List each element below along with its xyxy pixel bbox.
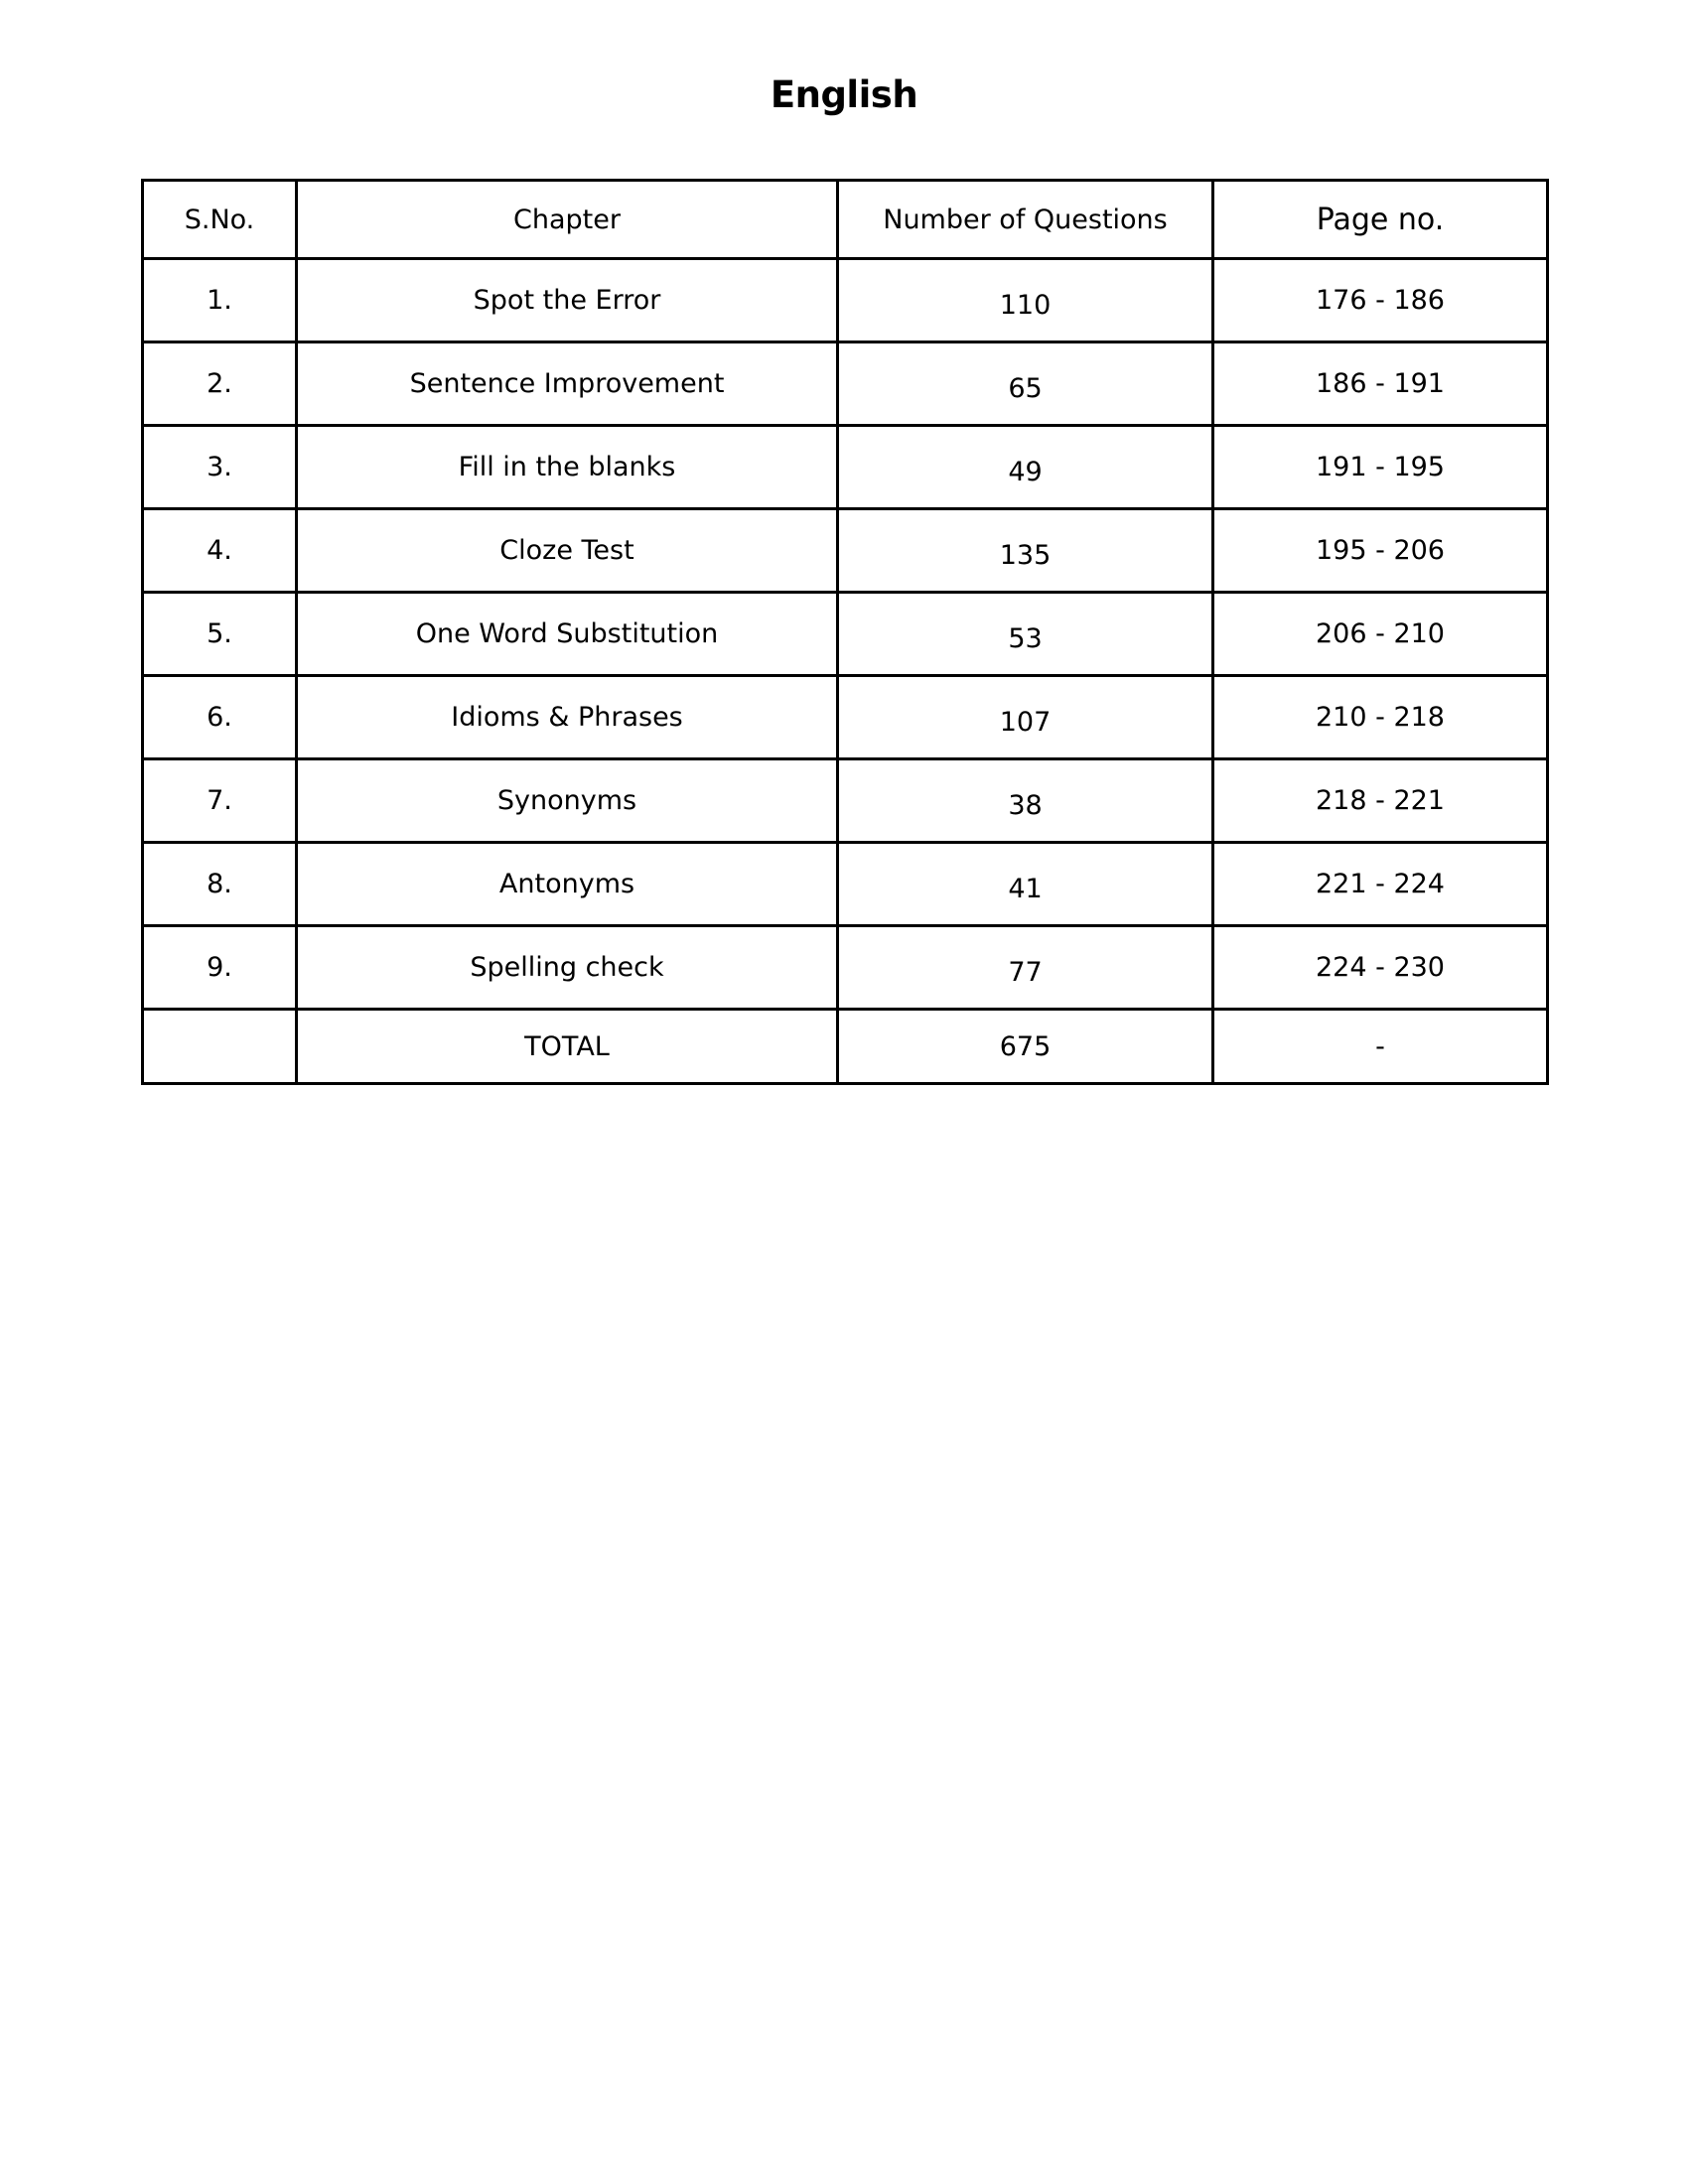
total-label: TOTAL	[297, 1010, 838, 1084]
row-questions: 65	[838, 342, 1213, 426]
row-sno: 2.	[143, 342, 297, 426]
row-page: 221 - 224	[1213, 843, 1548, 926]
row-page: 176 - 186	[1213, 259, 1548, 342]
row-chapter: Synonyms	[297, 759, 838, 843]
table-row	[143, 509, 1548, 593]
chapter-table	[141, 179, 1549, 1085]
row-questions: 135	[838, 509, 1213, 593]
row-questions: 107	[838, 676, 1213, 759]
row-page: 218 - 221	[1213, 759, 1548, 843]
row-page: 224 - 230	[1213, 926, 1548, 1010]
row-sno: 1.	[143, 259, 297, 342]
row-page: 206 - 210	[1213, 593, 1548, 676]
header-questions: Number of Questions	[838, 181, 1213, 259]
row-questions: 77	[838, 926, 1213, 1010]
row-page: 191 - 195	[1213, 426, 1548, 509]
row-questions: 110	[838, 259, 1213, 342]
total-sno	[143, 1010, 297, 1084]
row-questions: 41	[838, 843, 1213, 926]
table-row	[143, 926, 1548, 1010]
row-sno: 7.	[143, 759, 297, 843]
total-page: -	[1213, 1010, 1548, 1084]
row-chapter: Spot the Error	[297, 259, 838, 342]
total-row	[143, 1010, 1548, 1084]
table-row	[143, 593, 1548, 676]
row-chapter: Antonyms	[297, 843, 838, 926]
row-chapter: One Word Substitution	[297, 593, 838, 676]
table-row	[143, 342, 1548, 426]
table-row	[143, 759, 1548, 843]
row-questions: 53	[838, 593, 1213, 676]
header-chapter: Chapter	[297, 181, 838, 259]
total-questions: 675	[838, 1010, 1213, 1084]
row-sno: 4.	[143, 509, 297, 593]
page-title: English	[770, 73, 918, 116]
row-sno: 3.	[143, 426, 297, 509]
row-sno: 8.	[143, 843, 297, 926]
row-sno: 9.	[143, 926, 297, 1010]
row-chapter: Idioms & Phrases	[297, 676, 838, 759]
row-chapter: Cloze Test	[297, 509, 838, 593]
table-header-row	[143, 181, 1548, 259]
row-sno: 6.	[143, 676, 297, 759]
header-sno: S.No.	[143, 181, 297, 259]
row-page: 186 - 191	[1213, 342, 1548, 426]
row-page: 210 - 218	[1213, 676, 1548, 759]
row-sno: 5.	[143, 593, 297, 676]
table-row	[143, 676, 1548, 759]
row-chapter: Spelling check	[297, 926, 838, 1010]
table-row	[143, 843, 1548, 926]
table-row	[143, 426, 1548, 509]
table-row	[143, 259, 1548, 342]
row-questions: 49	[838, 426, 1213, 509]
row-questions: 38	[838, 759, 1213, 843]
header-page: Page no.	[1213, 181, 1548, 259]
row-page: 195 - 206	[1213, 509, 1548, 593]
row-chapter: Fill in the blanks	[297, 426, 838, 509]
row-chapter: Sentence Improvement	[297, 342, 838, 426]
